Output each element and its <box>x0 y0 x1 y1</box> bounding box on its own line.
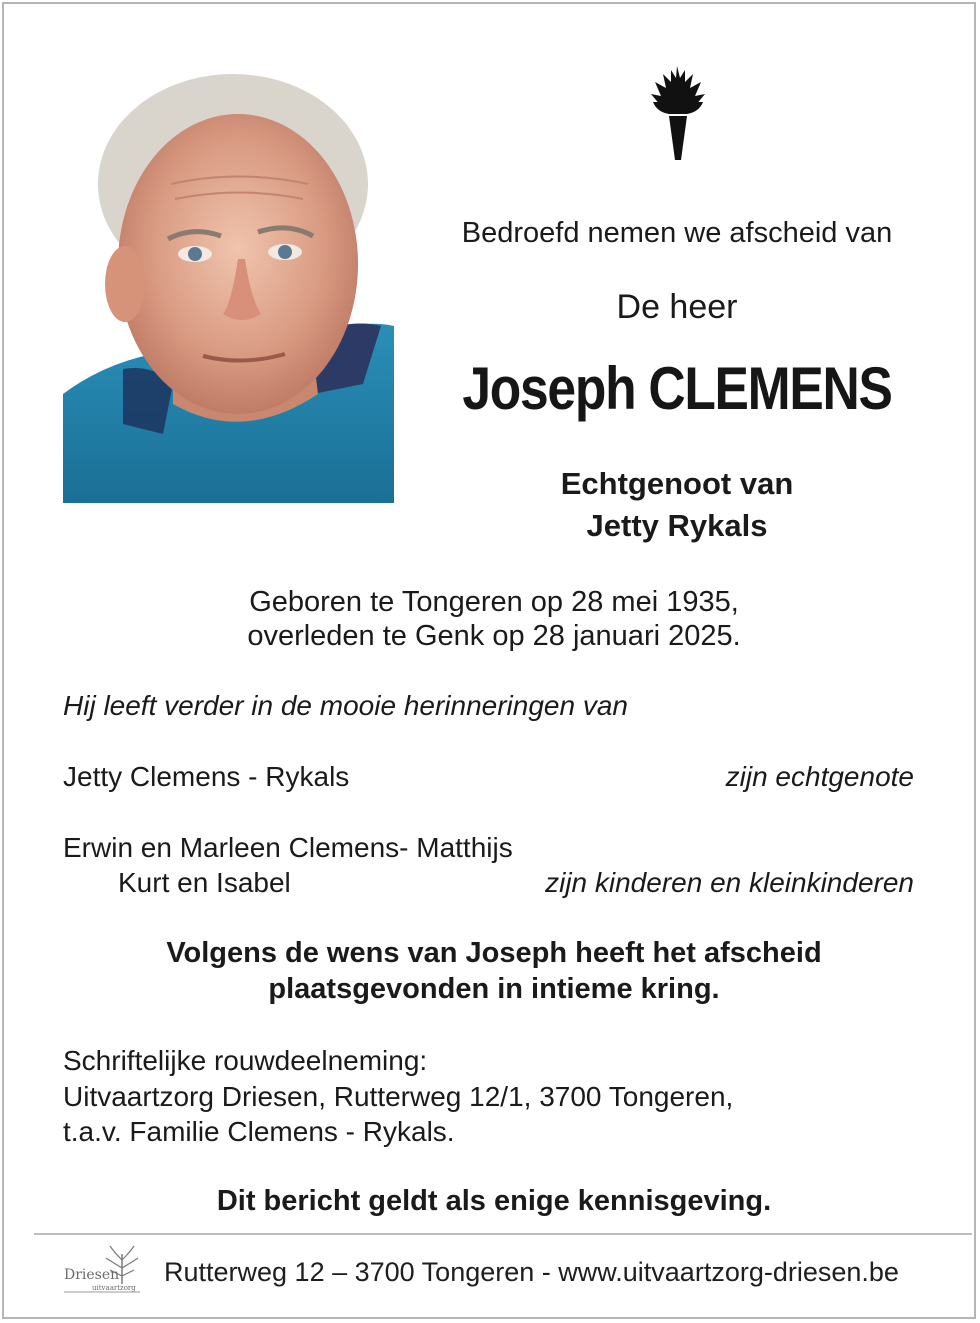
torch-icon <box>647 64 709 164</box>
footer-address: Rutterweg 12 – 3700 Tongeren - www.uitvaartzorg-driesen.be <box>164 1257 899 1287</box>
death-info: overleden te Genk op 28 januari 2025. <box>247 620 741 652</box>
notice-text: Dit bericht geldt als enige kennisgeving. <box>216 1185 772 1217</box>
wish-line: plaatsgevonden in intieme kring. <box>268 973 720 1005</box>
deceased-name: Joseph CLEMENS <box>462 355 892 422</box>
memory-intro: Hij leeft verder in de mooie herinneringen van <box>63 690 628 721</box>
condolence-recipient: t.a.v. Familie Clemens - Rykals. <box>63 1116 455 1147</box>
driesen-logo <box>56 1242 146 1298</box>
relative-role: zijn echtgenote <box>725 761 914 792</box>
obituary-card <box>2 2 976 1319</box>
intro-text: Bedroefd nemen we afscheid van <box>461 217 893 249</box>
footer-divider <box>34 1233 972 1235</box>
relative-name: Erwin en Marleen Clemens- Matthijs <box>63 832 513 863</box>
portrait-photo <box>63 64 394 503</box>
relative-role: zijn kinderen en kleinkinderen <box>545 867 914 898</box>
spouse-name: Jetty Rykals <box>586 508 768 543</box>
relative-name: Kurt en Isabel <box>118 867 291 898</box>
logo-subtext: uitvaartzorg <box>92 1284 136 1292</box>
salutation: De heer <box>616 288 738 326</box>
relative-name: Jetty Clemens - Rykals <box>63 761 350 792</box>
wish-line: Volgens de wens van Joseph heeft het afscheid <box>166 937 822 969</box>
condolence-address: Uitvaartzorg Driesen, Rutterweg 12/1, 3700 Tongeren, <box>63 1081 734 1112</box>
spouse-label: Echtgenoot van <box>560 466 794 501</box>
condolence-heading: Schriftelijke rouwdeelneming: <box>63 1045 428 1076</box>
birth-info: Geboren te Tongeren op 28 mei 1935, <box>249 586 739 618</box>
logo-text: Driesen <box>64 1267 120 1283</box>
